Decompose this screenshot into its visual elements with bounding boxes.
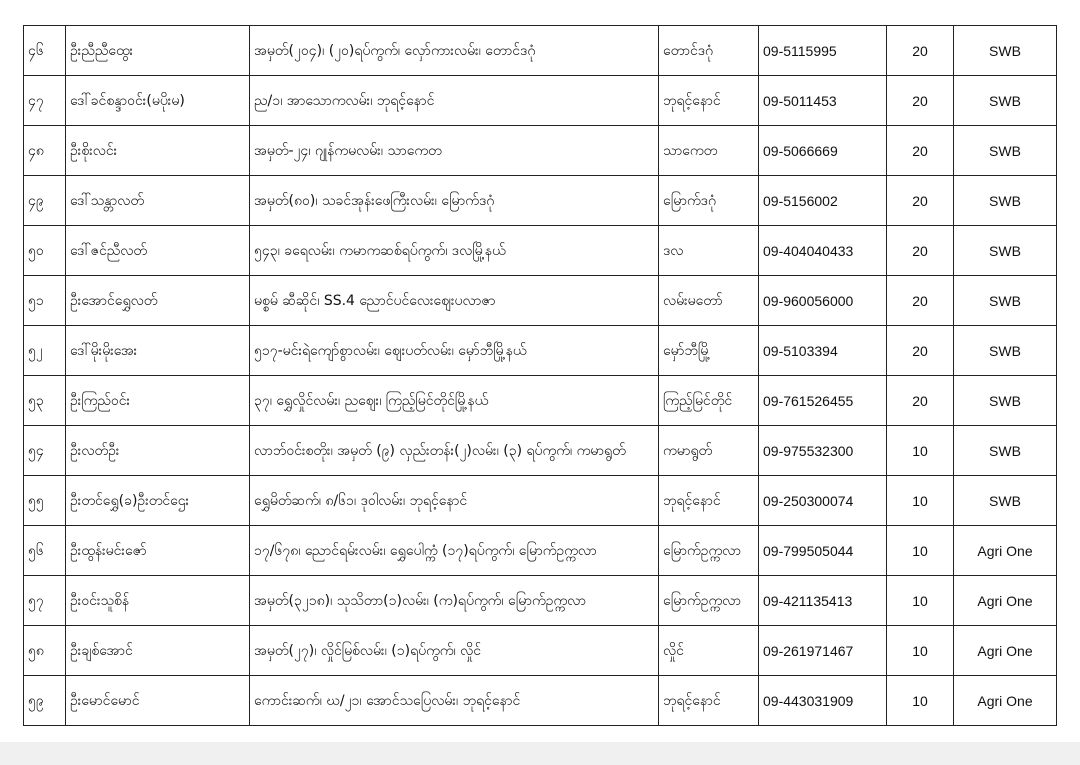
- quantity-cell: 20: [887, 76, 954, 126]
- address-cell: ၅၁၇-မင်းရဲကျော်စွာလမ်း၊ ဈေးပတ်လမ်း၊ မှော်ဘီမြို့နယ်: [250, 326, 659, 376]
- row-number-cell: ၄၇: [24, 76, 66, 126]
- organization-cell: Agri One: [954, 676, 1057, 726]
- phone-cell: 09-443031909: [759, 676, 887, 726]
- organization-cell: SWB: [954, 426, 1057, 476]
- phone-cell: 09-421135413: [759, 576, 887, 626]
- quantity-cell: 20: [887, 376, 954, 426]
- township-cell: မြောက်ဥက္ကလာ: [659, 576, 759, 626]
- page-bottom-margin: [0, 742, 1080, 765]
- name-cell: ဦးမောင်မောင်: [66, 676, 250, 726]
- table-body: [24, 26, 1057, 726]
- township-cell: ဒလ: [659, 226, 759, 276]
- township-cell: သာကေတ: [659, 126, 759, 176]
- phone-cell: 09-5066669: [759, 126, 887, 176]
- name-cell: ဒေါ်ဇင်ညီလတ်: [66, 226, 250, 276]
- row-number-cell: ၄၈: [24, 126, 66, 176]
- address-cell: အမှတ်(၈၀)၊ သခင်အုန်းဖေကြီးလမ်း၊ မြောက်ဒဂုံ: [250, 176, 659, 226]
- name-cell: ဦးတင်ရွှေ(ခ)ဦးတင်ဌေး: [66, 476, 250, 526]
- phone-cell: 09-250300074: [759, 476, 887, 526]
- table-row: [24, 276, 1057, 326]
- organization-cell: Agri One: [954, 576, 1057, 626]
- phone-cell: 09-5011453: [759, 76, 887, 126]
- name-cell: ဦးညီညီထွေး: [66, 26, 250, 76]
- quantity-cell: 10: [887, 476, 954, 526]
- name-cell: ဦးထွန်းမင်းဇော်: [66, 526, 250, 576]
- table-row: [24, 476, 1057, 526]
- address-cell: ရွှေမိတ်ဆက်၊ ၈/၆၁၊ ဒုဝါလမ်း၊ ဘုရင့်နောင်: [250, 476, 659, 526]
- table-row: [24, 176, 1057, 226]
- table-row: [24, 126, 1057, 176]
- address-cell: အမှတ်(၃၂၁၈)၊ သုသိတာ(၁)လမ်း၊ (က)ရပ်ကွက်၊ မြောက်ဥက္ကလာ: [250, 576, 659, 626]
- phone-cell: 09-5115995: [759, 26, 887, 76]
- row-number-cell: ၅၆: [24, 526, 66, 576]
- address-cell: ၅၄၃၊ ခရေလမ်း၊ ကမာကဆစ်ရပ်ကွက်၊ ဒလမြို့နယ်: [250, 226, 659, 276]
- quantity-cell: 20: [887, 326, 954, 376]
- table-row: [24, 376, 1057, 426]
- township-cell: တောင်ဒဂုံ: [659, 26, 759, 76]
- row-number-cell: ၅၁: [24, 276, 66, 326]
- phone-cell: 09-761526455: [759, 376, 887, 426]
- row-number-cell: ၄၉: [24, 176, 66, 226]
- row-number-cell: ၅၇: [24, 576, 66, 626]
- row-number-cell: ၅၈: [24, 626, 66, 676]
- address-cell: ၁၇/၆၇၈၊ ညောင်ရမ်းလမ်း၊ ရွှေပေါက္ကံ (၁၇)ရပ်ကွက်၊ မြောက်ဥက္ကလာ: [250, 526, 659, 576]
- address-cell: အမှတ်(၂၇)၊ လှိုင်မြစ်လမ်း၊ (၁)ရပ်ကွက်၊ လှိုင်: [250, 626, 659, 676]
- township-cell: မြောက်ဒဂုံ: [659, 176, 759, 226]
- name-cell: ဦးဝင်းသူစိန်: [66, 576, 250, 626]
- name-cell: ဦးစိုးလင်း: [66, 126, 250, 176]
- quantity-cell: 20: [887, 126, 954, 176]
- quantity-cell: 20: [887, 26, 954, 76]
- township-cell: ကမာရွတ်: [659, 426, 759, 476]
- quantity-cell: 10: [887, 676, 954, 726]
- quantity-cell: 20: [887, 226, 954, 276]
- table-row: [24, 676, 1057, 726]
- address-cell: ၃၇၊ ရွှေလှိုင်လမ်း၊ ညဈေး၊ ကြည့်မြင်တိုင်မြို့နယ်: [250, 376, 659, 426]
- table-row: [24, 526, 1057, 576]
- quantity-cell: 10: [887, 576, 954, 626]
- table-row: [24, 426, 1057, 476]
- row-number-cell: ၅၄: [24, 426, 66, 476]
- row-number-cell: ၅၀: [24, 226, 66, 276]
- name-cell: ဒေါ်မိုးမိုးအေး: [66, 326, 250, 376]
- row-number-cell: ၅၃: [24, 376, 66, 426]
- organization-cell: Agri One: [954, 526, 1057, 576]
- row-number-cell: ၄၆: [24, 26, 66, 76]
- township-cell: လှိုင်: [659, 626, 759, 676]
- distributor-table: [23, 25, 1057, 726]
- township-cell: မှော်ဘီမြို့: [659, 326, 759, 376]
- address-cell: အမှတ်-၂၄၊ ဂျုန်ကမလမ်း၊ သာကေတ: [250, 126, 659, 176]
- phone-cell: 09-975532300: [759, 426, 887, 476]
- quantity-cell: 10: [887, 526, 954, 576]
- name-cell: ဒေါ်သန္တာလတ်: [66, 176, 250, 226]
- table-row: [24, 576, 1057, 626]
- quantity-cell: 20: [887, 176, 954, 226]
- quantity-cell: 10: [887, 626, 954, 676]
- row-number-cell: ၅၂: [24, 326, 66, 376]
- row-number-cell: ၅၉: [24, 676, 66, 726]
- table-row: [24, 226, 1057, 276]
- quantity-cell: 20: [887, 276, 954, 326]
- row-number-cell: ၅၅: [24, 476, 66, 526]
- table-row: [24, 26, 1057, 76]
- organization-cell: SWB: [954, 76, 1057, 126]
- name-cell: ဦးအောင်ရွှေလတ်: [66, 276, 250, 326]
- name-cell: ဦးချစ်အောင်: [66, 626, 250, 676]
- township-cell: ကြည့်မြင်တိုင်: [659, 376, 759, 426]
- organization-cell: SWB: [954, 126, 1057, 176]
- township-cell: ဘုရင့်နောင်: [659, 676, 759, 726]
- organization-cell: SWB: [954, 376, 1057, 426]
- organization-cell: SWB: [954, 476, 1057, 526]
- phone-cell: 09-5103394: [759, 326, 887, 376]
- address-cell: မစ္စမ် ဆီဆိုင်၊ SS.4 ညောင်ပင်လေးဈေးပလာဇာ: [250, 276, 659, 326]
- organization-cell: SWB: [954, 26, 1057, 76]
- address-cell: ကောင်းဆက်၊ ဃ/၂၁၊ အောင်သပြေလမ်း၊ ဘုရင့်နောင်: [250, 676, 659, 726]
- quantity-cell: 10: [887, 426, 954, 476]
- table-row: [24, 626, 1057, 676]
- address-cell: အမှတ်(၂၀၄)၊ (၂၀)ရပ်ကွက်၊ လှော်ကားလမ်း၊ တောင်ဒဂုံ: [250, 26, 659, 76]
- phone-cell: 09-5156002: [759, 176, 887, 226]
- organization-cell: SWB: [954, 176, 1057, 226]
- name-cell: ဒေါ်ခင်စန္ဒာဝင်း(မပိုးမ): [66, 76, 250, 126]
- table-row: [24, 326, 1057, 376]
- name-cell: ဦးလတ်ဦး: [66, 426, 250, 476]
- phone-cell: 09-404040433: [759, 226, 887, 276]
- township-cell: မြောက်ဥက္ကလာ: [659, 526, 759, 576]
- table-row: [24, 76, 1057, 126]
- address-cell: လာဘ်ဝင်းစတိုး၊ အမှတ် (၉) လှည်းတန်း(၂)လမ်း၊ (၃) ရပ်ကွက်၊ ကမာရွတ်: [250, 426, 659, 476]
- organization-cell: SWB: [954, 276, 1057, 326]
- township-cell: ဘုရင့်နောင်: [659, 76, 759, 126]
- organization-cell: SWB: [954, 326, 1057, 376]
- organization-cell: Agri One: [954, 626, 1057, 676]
- address-cell: ည/၁၊ အာသောကလမ်း၊ ဘုရင့်နောင်: [250, 76, 659, 126]
- phone-cell: 09-799505044: [759, 526, 887, 576]
- organization-cell: SWB: [954, 226, 1057, 276]
- phone-cell: 09-261971467: [759, 626, 887, 676]
- township-cell: ဘုရင့်နောင်: [659, 476, 759, 526]
- phone-cell: 09-960056000: [759, 276, 887, 326]
- name-cell: ဦးကြည်ဝင်း: [66, 376, 250, 426]
- township-cell: လမ်းမတော်: [659, 276, 759, 326]
